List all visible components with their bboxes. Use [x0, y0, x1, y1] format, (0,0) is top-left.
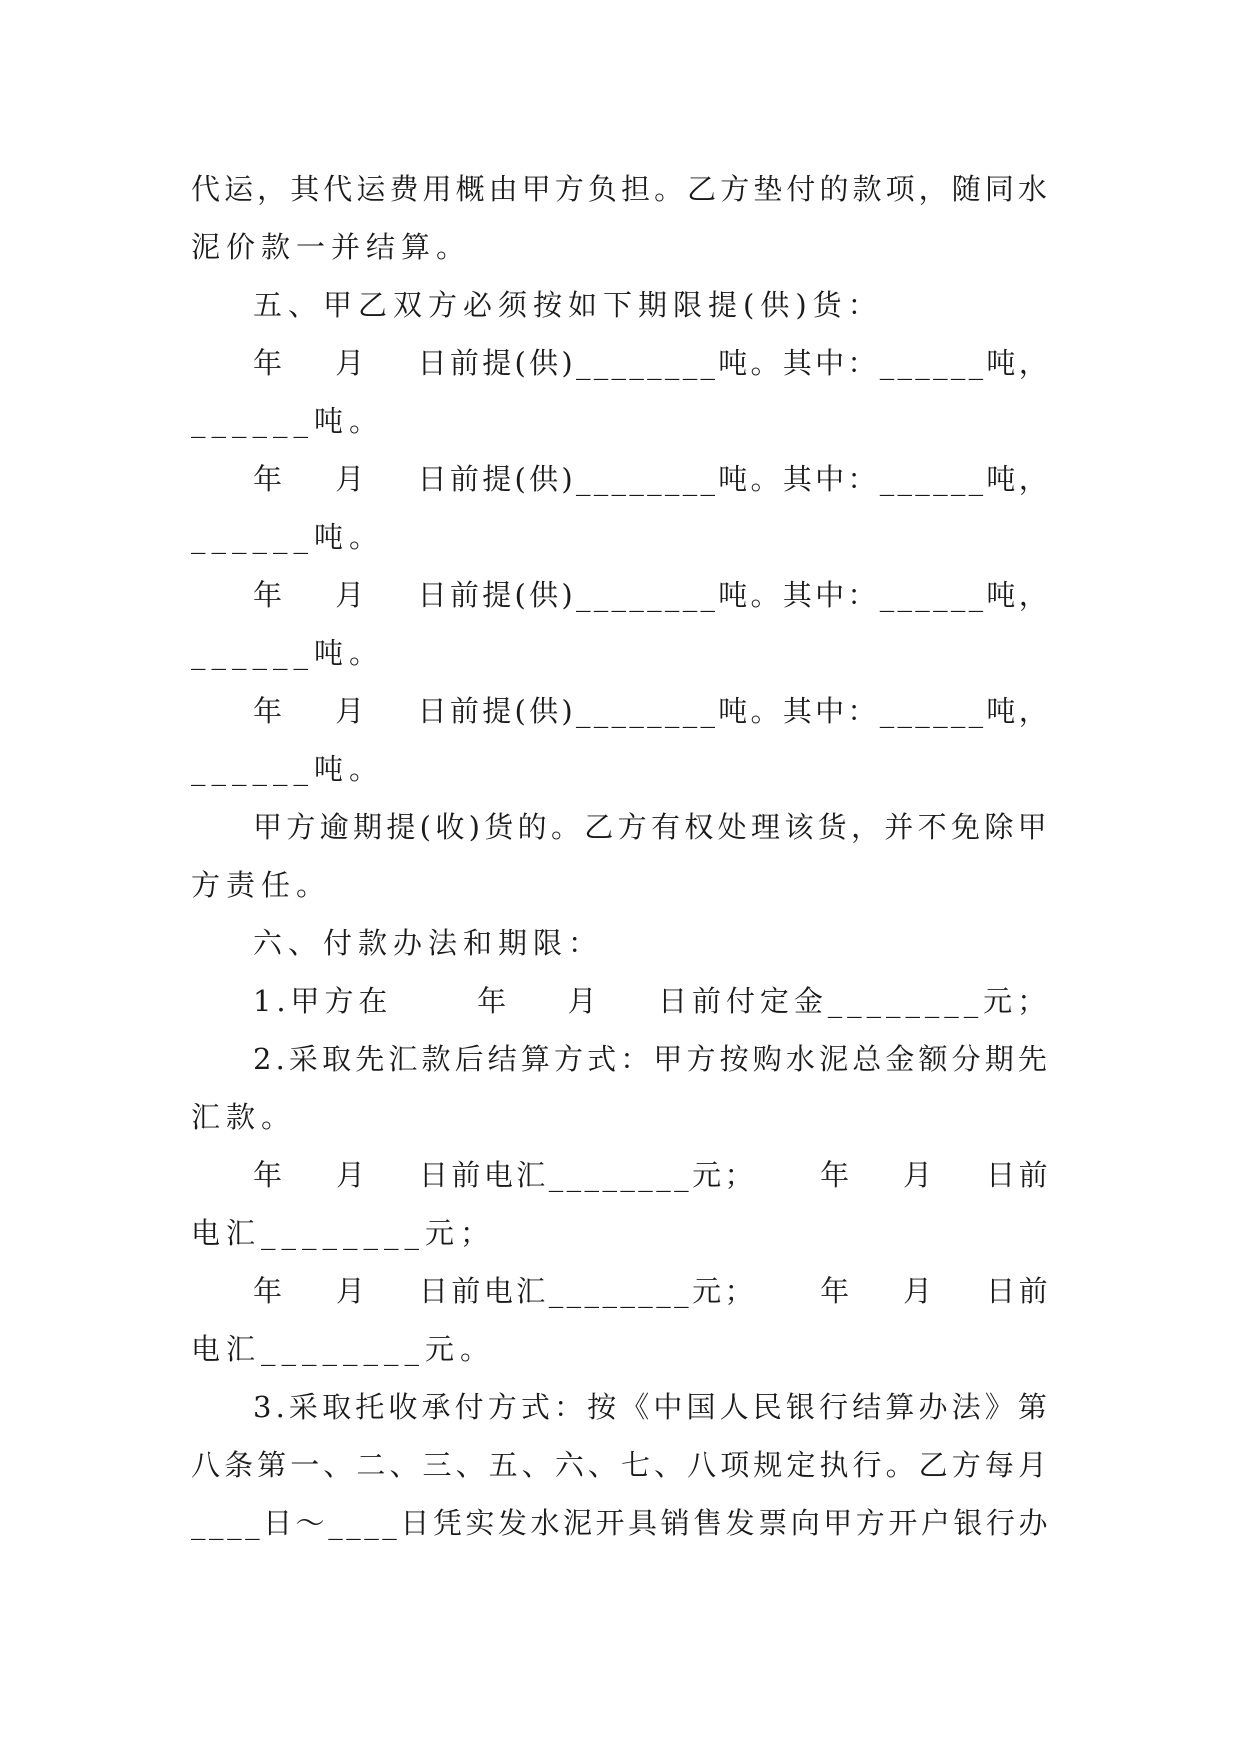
text-line — [191, 1262, 1051, 1320]
text-line-content: 八条第一、二、三、五、六、七、八项规定执行。乙方每月 — [191, 1448, 1051, 1482]
text-line — [191, 566, 1051, 624]
text-line-content: 汇款。 — [191, 1100, 297, 1134]
text-line-content: 代运，其代运费用概由甲方负担。乙方垫付的款项，随同水 — [191, 172, 1051, 206]
text-line-content: 1.甲方在 年 月 日前付定金________元； — [253, 984, 1051, 1018]
text-line — [191, 276, 1051, 334]
text-line — [191, 682, 1051, 740]
text-line-content: 年 月 日前提(供)________吨。其中：______吨， — [253, 462, 1051, 496]
text-line — [191, 740, 1051, 798]
text-line — [191, 624, 1051, 682]
text-line-content: 五、甲乙双方必须按如下期限提(供)货： — [253, 288, 883, 322]
text-line — [191, 1436, 1051, 1494]
text-line-content: 泥价款一并结算。 — [191, 230, 472, 264]
text-line — [191, 1204, 1051, 1262]
text-line — [191, 218, 1051, 276]
text-line — [191, 392, 1051, 450]
text-line-content: ______吨。 — [191, 520, 385, 554]
document-body — [191, 160, 1051, 1552]
text-line — [191, 972, 1051, 1030]
text-line-content: 3.采取托收承付方式：按《中国人民银行结算办法》第 — [253, 1390, 1051, 1424]
text-line-content: 年 月 日前电汇________元； 年 月 日前 — [253, 1274, 1051, 1308]
text-line-content: 方责任。 — [191, 868, 332, 902]
text-line — [191, 160, 1051, 218]
text-line — [191, 334, 1051, 392]
text-line — [191, 856, 1051, 914]
text-line-content: 年 月 日前提(供)________吨。其中：______吨， — [253, 346, 1051, 380]
text-line-content: 六、付款办法和期限： — [253, 926, 604, 960]
text-line — [191, 1030, 1051, 1088]
text-line-content: 甲方逾期提(收)货的。乙方有权处理该货，并不免除甲 — [253, 810, 1051, 844]
text-line-content: 电汇________元。 — [191, 1332, 496, 1366]
text-line-content: 电汇________元； — [191, 1216, 496, 1250]
text-line-content: ______吨。 — [191, 404, 385, 438]
text-line-content: ______吨。 — [191, 752, 385, 786]
text-line-content: 年 月 日前提(供)________吨。其中：______吨， — [253, 578, 1051, 612]
text-line-content: ____日～____日凭实发水泥开具销售发票向甲方开户银行办 — [191, 1506, 1051, 1540]
text-line-content: 2.采取先汇款后结算方式：甲方按购水泥总金额分期先 — [253, 1042, 1051, 1076]
text-line — [191, 508, 1051, 566]
text-line — [191, 1146, 1051, 1204]
text-line — [191, 1320, 1051, 1378]
text-line — [191, 914, 1051, 972]
text-line-content: ______吨。 — [191, 636, 385, 670]
text-line-content: 年 月 日前提(供)________吨。其中：______吨， — [253, 694, 1051, 728]
text-line — [191, 798, 1051, 856]
text-line — [191, 1378, 1051, 1436]
text-line-content: 年 月 日前电汇________元； 年 月 日前 — [253, 1158, 1051, 1192]
text-line — [191, 1494, 1051, 1552]
text-line — [191, 1088, 1051, 1146]
text-line — [191, 450, 1051, 508]
